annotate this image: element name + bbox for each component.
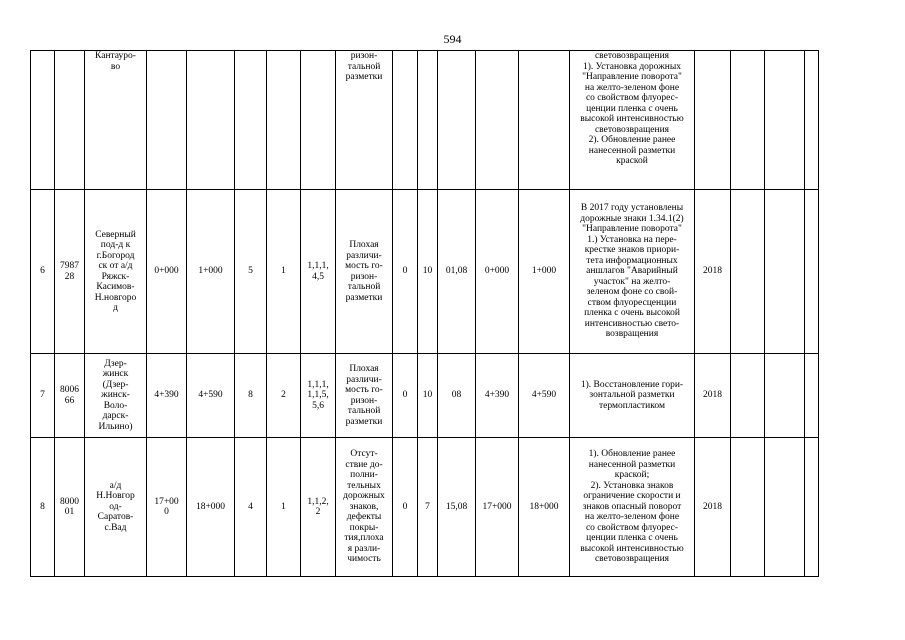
- value-cell-1: [393, 438, 418, 577]
- reason-cell: [336, 51, 393, 190]
- empty-cell-2: [765, 438, 805, 577]
- cell-line: 2: [315, 507, 321, 517]
- lanes-cell: [267, 354, 301, 438]
- cell-line: 4+590: [531, 390, 557, 401]
- cell-line: зонтальной разметки: [589, 390, 675, 401]
- value-cell-3: [438, 51, 476, 190]
- cell-line: 18+000: [195, 501, 226, 512]
- cell-line: а/д: [109, 480, 122, 491]
- value-cell-1: [393, 354, 418, 438]
- cell-line: 4+390: [484, 390, 510, 401]
- km-end-cell: [187, 51, 235, 190]
- cell-line: знаков,: [349, 501, 379, 512]
- table-row: [31, 51, 819, 190]
- cell-line: ствие до-: [345, 459, 383, 470]
- cell-line: тета информационных: [586, 255, 678, 266]
- section-end-cell: [519, 51, 570, 190]
- road-code-cell: [55, 438, 85, 577]
- cell-line: В 2017 году установлены: [580, 203, 684, 214]
- cell-line: тальной: [347, 406, 381, 416]
- section-end-cell: [519, 438, 570, 577]
- cell-line: 2018: [703, 501, 722, 512]
- cell-line: 4: [248, 501, 253, 512]
- cell-line: с.Вад: [104, 522, 127, 533]
- cell-line: аншлагов "Аварийный: [586, 266, 678, 277]
- cell-line: Касимов-: [96, 282, 135, 292]
- cell-line: на желто-зеленом фоне: [584, 512, 680, 523]
- cell-line: ценции пленка с очень: [586, 533, 678, 544]
- road-name-cell: [85, 438, 147, 577]
- cell-line: 7: [425, 501, 430, 512]
- cell-line: на желто-зеленом фоне: [584, 82, 680, 93]
- cell-line: 17+000: [482, 501, 512, 512]
- cell-line: световозвращения: [594, 124, 670, 135]
- cell-line: 2: [281, 390, 286, 401]
- cell-line: со свойством флуорес-: [585, 522, 679, 533]
- cell-line: 28: [64, 271, 75, 282]
- cell-line: д: [113, 303, 118, 313]
- category-cell: [301, 51, 336, 190]
- cell-line: 1+000: [531, 266, 557, 277]
- cell-line: дефекты: [346, 512, 382, 523]
- empty-cell-2: [765, 51, 805, 190]
- section-start-cell: [476, 354, 519, 438]
- cell-line: 1,1,1,: [307, 379, 329, 390]
- road-name-cell: [85, 190, 147, 354]
- cell-line: 18+000: [529, 501, 559, 512]
- cell-line: 6: [40, 266, 45, 277]
- cell-line: 01,08: [445, 266, 468, 277]
- cell-line: 8006: [60, 385, 79, 395]
- km-start-cell: [147, 438, 187, 577]
- category-cell: [301, 438, 336, 577]
- km-start-cell: [147, 354, 187, 438]
- empty-cell-1: [731, 354, 765, 438]
- cell-line: нанесенной разметки: [588, 459, 676, 470]
- cell-line: высокой интенсивностью: [580, 543, 684, 554]
- lanes-cell: [267, 438, 301, 577]
- value-cell-2: [418, 438, 438, 577]
- cell-line: од-: [109, 501, 122, 512]
- cell-line: Плохая: [349, 364, 379, 374]
- cell-line: 66: [64, 395, 75, 406]
- page-number: 594: [443, 32, 462, 46]
- cell-line: 5: [248, 266, 253, 277]
- cell-line: чимость: [347, 554, 381, 565]
- km-start-cell: [147, 51, 187, 190]
- road-name-cell: [85, 51, 147, 190]
- cell-line: световозвращения: [594, 51, 670, 61]
- cell-line: 1: [281, 501, 286, 512]
- measures-cell: [570, 190, 695, 354]
- row-number-cell: [31, 190, 55, 354]
- length-cell: [235, 51, 267, 190]
- cell-line: световозвращения: [594, 554, 670, 565]
- empty-cell-3: [805, 51, 819, 190]
- section-end-cell: [519, 354, 570, 438]
- cell-line: мость го-: [345, 385, 383, 395]
- reason-cell: [336, 190, 393, 354]
- cell-line: мость го-: [345, 261, 383, 271]
- road-code-cell: [55, 354, 85, 438]
- cell-line: 10: [422, 390, 433, 401]
- cell-line: Дзер-: [104, 358, 127, 369]
- cell-line: термопластиком: [599, 400, 665, 411]
- road-code-cell: [55, 190, 85, 354]
- measures-cell: [570, 354, 695, 438]
- cell-line: Саратов-: [97, 512, 134, 523]
- km-end-cell: [187, 190, 235, 354]
- reason-cell: [336, 438, 393, 577]
- cell-line: Плохая: [349, 240, 379, 250]
- cell-line: 1,1,2,: [307, 496, 329, 507]
- cell-line: 2018: [703, 266, 722, 277]
- empty-cell-1: [731, 190, 765, 354]
- cell-line: 1,1,1,: [307, 261, 329, 271]
- km-start-cell: [147, 190, 187, 354]
- road-measures-table: [30, 50, 819, 577]
- cell-line: 8: [248, 390, 253, 401]
- cell-line: разметки: [345, 292, 383, 303]
- cell-line: 0: [402, 501, 408, 512]
- cell-line: тельных: [347, 480, 381, 491]
- km-end-cell: [187, 354, 235, 438]
- section-end-cell: [519, 190, 570, 354]
- length-cell: [235, 190, 267, 354]
- category-cell: [301, 190, 336, 354]
- value-cell-2: [418, 354, 438, 438]
- cell-line: знаков опасный поворот: [582, 501, 682, 512]
- cell-line: 0+000: [154, 266, 179, 277]
- cell-line: краской: [616, 156, 648, 166]
- cell-line: 1+000: [198, 266, 223, 277]
- cell-line: 1). Установка дорожных: [583, 61, 681, 72]
- cell-line: крестке знаков приори-: [584, 245, 680, 256]
- cell-line: тальной: [347, 61, 381, 72]
- road-name-cell: [85, 354, 147, 438]
- empty-cell-2: [765, 190, 805, 354]
- cell-line: ством флуоресценции: [587, 297, 677, 308]
- cell-line: нанесенной разметки: [588, 145, 676, 156]
- cell-line: Воло-: [103, 400, 128, 411]
- value-cell-2: [418, 51, 438, 190]
- cell-line: краской;: [614, 470, 650, 481]
- km-end-cell: [187, 438, 235, 577]
- cell-line: 0: [164, 507, 169, 517]
- cell-line: жинск: [102, 369, 129, 380]
- cell-line: различи-: [346, 374, 382, 385]
- cell-line: 10: [422, 266, 433, 277]
- cell-line: Ряжск-: [101, 271, 130, 282]
- cell-line: ризон-: [350, 51, 378, 61]
- cell-line: 1: [281, 266, 286, 277]
- year-cell: [695, 354, 731, 438]
- length-cell: [235, 438, 267, 577]
- table-row: [31, 354, 819, 438]
- cell-line: 2). Установка знаков: [590, 480, 674, 491]
- cell-line: Н.Новгор: [96, 491, 135, 502]
- cell-line: 1.) Установка на пере-: [587, 234, 677, 245]
- cell-line: 4+390: [154, 390, 179, 401]
- section-start-cell: [476, 190, 519, 354]
- cell-line: я разли-: [347, 543, 381, 554]
- category-cell: [301, 354, 336, 438]
- cell-line: дорожные знаки 1.34.1(2): [580, 213, 684, 224]
- cell-line: 15,08: [445, 501, 468, 512]
- reason-cell: [336, 354, 393, 438]
- cell-line: тия,плоха: [344, 533, 384, 544]
- row-number-cell: [31, 354, 55, 438]
- cell-line: (Дзер-: [102, 379, 129, 390]
- cell-line: 8000: [60, 496, 79, 507]
- cell-line: ризон-: [350, 271, 378, 282]
- cell-line: участок" на желто-: [593, 276, 671, 287]
- cell-line: высокой интенсивностью: [580, 114, 684, 124]
- cell-line: 4+590: [198, 390, 223, 401]
- cell-line: 0: [402, 390, 408, 401]
- cell-line: 1,1,5,: [307, 390, 329, 401]
- year-cell: [695, 190, 731, 354]
- year-cell: [695, 438, 731, 577]
- row-number-cell: [31, 51, 55, 190]
- value-cell-3: [438, 190, 476, 354]
- cell-line: ограничение скорости и: [583, 491, 681, 502]
- road-code-cell: [55, 51, 85, 190]
- cell-line: Отсут-: [350, 449, 378, 460]
- cell-line: зеленом фоне со свой-: [586, 287, 678, 298]
- cell-line: пленка с очень высокой: [584, 308, 680, 319]
- cell-line: 0+000: [484, 266, 510, 277]
- cell-line: разметки: [345, 416, 383, 427]
- cell-line: возвращения: [605, 329, 659, 340]
- lanes-cell: [267, 51, 301, 190]
- value-cell-3: [438, 438, 476, 577]
- length-cell: [235, 354, 267, 438]
- cell-line: 2018: [703, 390, 722, 401]
- empty-cell-1: [731, 51, 765, 190]
- value-cell-2: [418, 190, 438, 354]
- section-start-cell: [476, 438, 519, 577]
- empty-cell-2: [765, 354, 805, 438]
- empty-cell-3: [805, 354, 819, 438]
- cell-line: 7987: [60, 261, 79, 271]
- value-cell-3: [438, 354, 476, 438]
- year-cell: [695, 51, 731, 190]
- cell-line: 7: [40, 390, 45, 401]
- cell-line: "Направление поворота": [582, 72, 682, 82]
- cell-line: 4,5: [312, 271, 324, 282]
- cell-line: жинск-: [101, 390, 130, 401]
- cell-line: дорожных: [343, 491, 385, 502]
- cell-line: Кантауро-: [95, 51, 136, 61]
- row-number-cell: [31, 438, 55, 577]
- cell-line: 0: [402, 266, 408, 277]
- cell-line: 08: [451, 390, 462, 401]
- cell-line: 2). Обновление ранее: [588, 135, 676, 145]
- lanes-cell: [267, 190, 301, 354]
- cell-line: различи-: [346, 250, 382, 261]
- cell-line: ск от а/д: [98, 261, 133, 271]
- cell-line: со свойством флуорес-: [585, 93, 679, 103]
- cell-line: полни-: [350, 470, 378, 481]
- cell-line: дарск-: [102, 411, 129, 422]
- cell-line: 1). Обновление ранее: [588, 449, 676, 460]
- cell-line: Ильино): [98, 421, 133, 432]
- value-cell-1: [393, 190, 418, 354]
- cell-line: 17+00: [154, 496, 179, 507]
- cell-line: 5,6: [312, 400, 324, 411]
- cell-line: покры-: [349, 522, 379, 533]
- cell-line: Н.новгоро: [94, 292, 137, 303]
- cell-line: ценции пленка с очень: [586, 103, 678, 114]
- cell-line: тальной: [347, 282, 381, 292]
- cell-line: во: [110, 61, 121, 72]
- cell-line: "Направление поворота": [582, 224, 682, 235]
- section-start-cell: [476, 51, 519, 190]
- table-row: [31, 438, 819, 577]
- value-cell-1: [393, 51, 418, 190]
- cell-line: под-д к: [100, 240, 131, 250]
- cell-line: 8: [40, 501, 45, 512]
- cell-line: интенсивностью свето-: [584, 318, 680, 329]
- cell-line: разметки: [345, 72, 383, 82]
- cell-line: Северный: [95, 229, 136, 240]
- empty-cell-3: [805, 438, 819, 577]
- table-row: [31, 190, 819, 354]
- cell-line: 1). Восстановление гори-: [580, 379, 684, 390]
- empty-cell-1: [731, 438, 765, 577]
- measures-cell: [570, 438, 695, 577]
- measures-cell: [570, 51, 695, 190]
- cell-line: ризон-: [350, 395, 378, 406]
- cell-line: г.Богород: [96, 250, 135, 261]
- empty-cell-3: [805, 190, 819, 354]
- cell-line: 01: [64, 507, 75, 517]
